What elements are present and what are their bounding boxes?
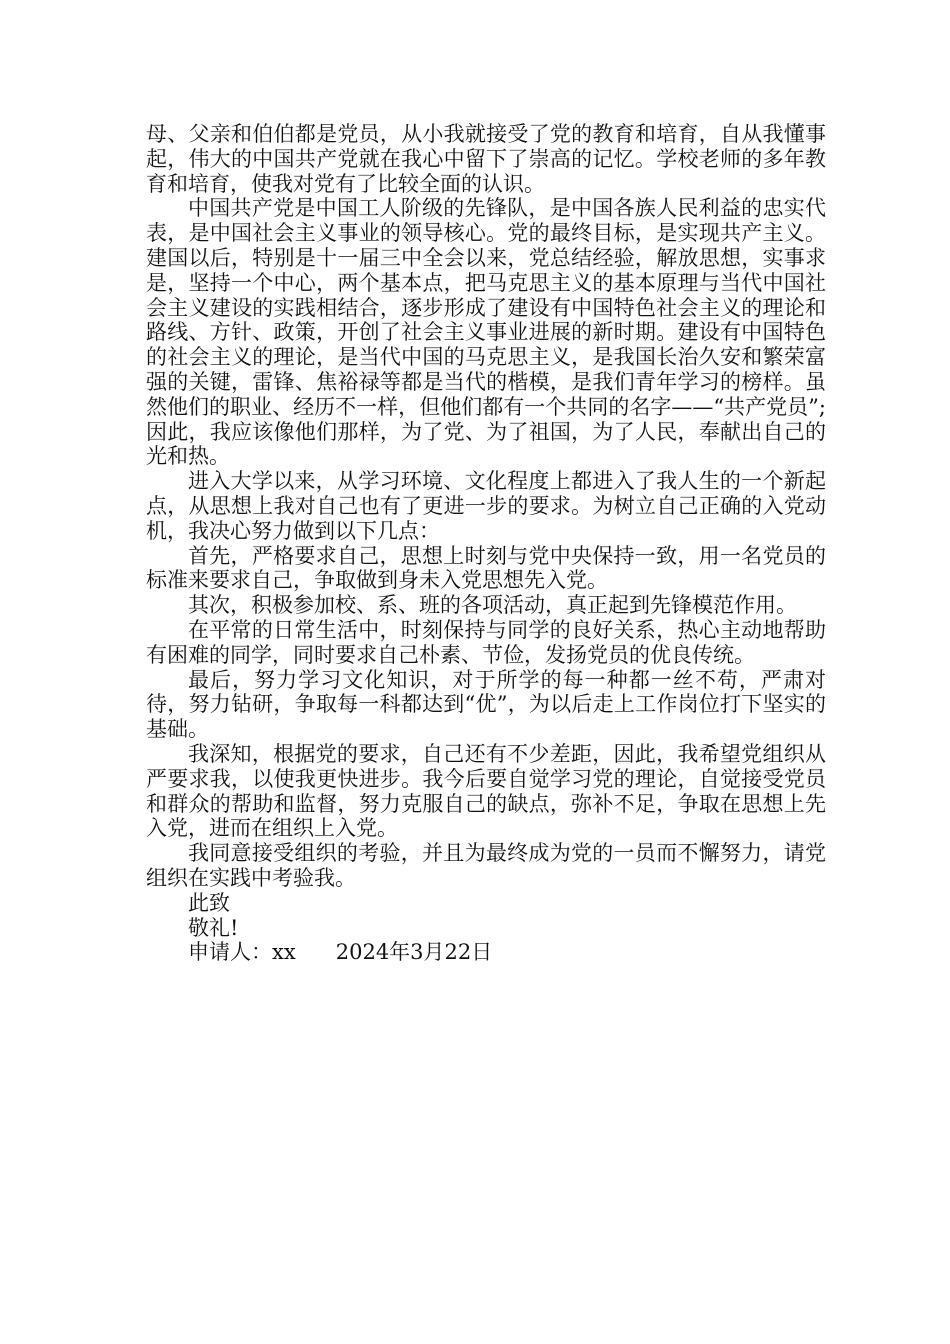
paragraph-8: 我深知，根据党的要求，自己还有不少差距，因此，我希望党组织从严要求我，以使我更快进步。我今后要自觉学习党的理论，自觉接受党员和群众的帮助和监督，努力克服自己的缺点，弥补不足，争取在思想上先入党，进而在组织上入党。 — [146, 741, 826, 841]
paragraph-4: 首先，严格要求自己，思想上时刻与党中央保持一致，用一名党员的标准来要求自己，争取做到身未入党思想先入党。 — [146, 543, 826, 593]
document-page — [146, 122, 826, 965]
closing-salutation: 此致 — [188, 890, 230, 915]
paragraph-3: 进入大学以来，从学习环境、文化程度上都进入了我人生的一个新起点，从思想上我对自己也有了更进一步的要求。为树立自己正确的入党动机，我决心努力做到以下几点： — [146, 469, 826, 543]
closing-regards: 敬礼! — [188, 915, 239, 940]
paragraph-9: 我同意接受组织的考验，并且为最终成为党的一员而不懈努力，请党组织在实践中考验我。 — [146, 841, 826, 890]
paragraph-6: 在平常的日常生活中，时刻保持与同学的良好关系，热心主动地帮助有困难的同学，同时要求自己朴素、节俭，发扬党员的优良传统。 — [146, 617, 826, 667]
paragraph-2: 中国共产党是中国工人阶级的先锋队，是中国各族人民利益的忠实代表，是中国社会主义事业的领导核心。党的最终目标，是实现共产主义。建国以后，特别是十一届三中全会以来，党总结经验，解放思想，实事求是，坚持一个中心，两个基本点，把马克思主义的基本原理与当代中国社会主义建设的实践相结合，逐步形成了建设有中国特色社会主义的理论和路线、方针、政策，开创了社会主义事业进展的新时期。建设有中国特色的社会主义的理论，是当代中国的马克思主义，是我国长治久安和繁荣富强的关键，雷锋、焦裕禄等都是当代的楷模，是我们青年学习的榜样。虽然他们的职业、经历不一样，但他们都有一个共同的名字——“共产党员”;因此，我应该像他们那样，为了党、为了祖国，为了人民，奉献出自己的光和热。 — [146, 196, 826, 469]
paragraph-1: 母、父亲和伯伯都是党员，从小我就接受了党的教育和培育，自从我懂事起，伟大的中国共产党就在我心中留下了崇高的记忆。学校老师的多年教育和培育，使我对党有了比较全面的认识。 — [146, 122, 826, 196]
paragraph-7: 最后，努力学习文化知识，对于所学的每一种都一丝不苟，严肃对待，努力钻研，争取每一科都达到“优”，为以后走上工作岗位打下坚实的基础。 — [146, 667, 826, 742]
signature-line: 申请人：xx 2024年3月22日 — [188, 940, 493, 965]
paragraph-5: 其次，积极参加校、系、班的各项活动，真正起到先锋模范作用。 — [188, 593, 797, 618]
